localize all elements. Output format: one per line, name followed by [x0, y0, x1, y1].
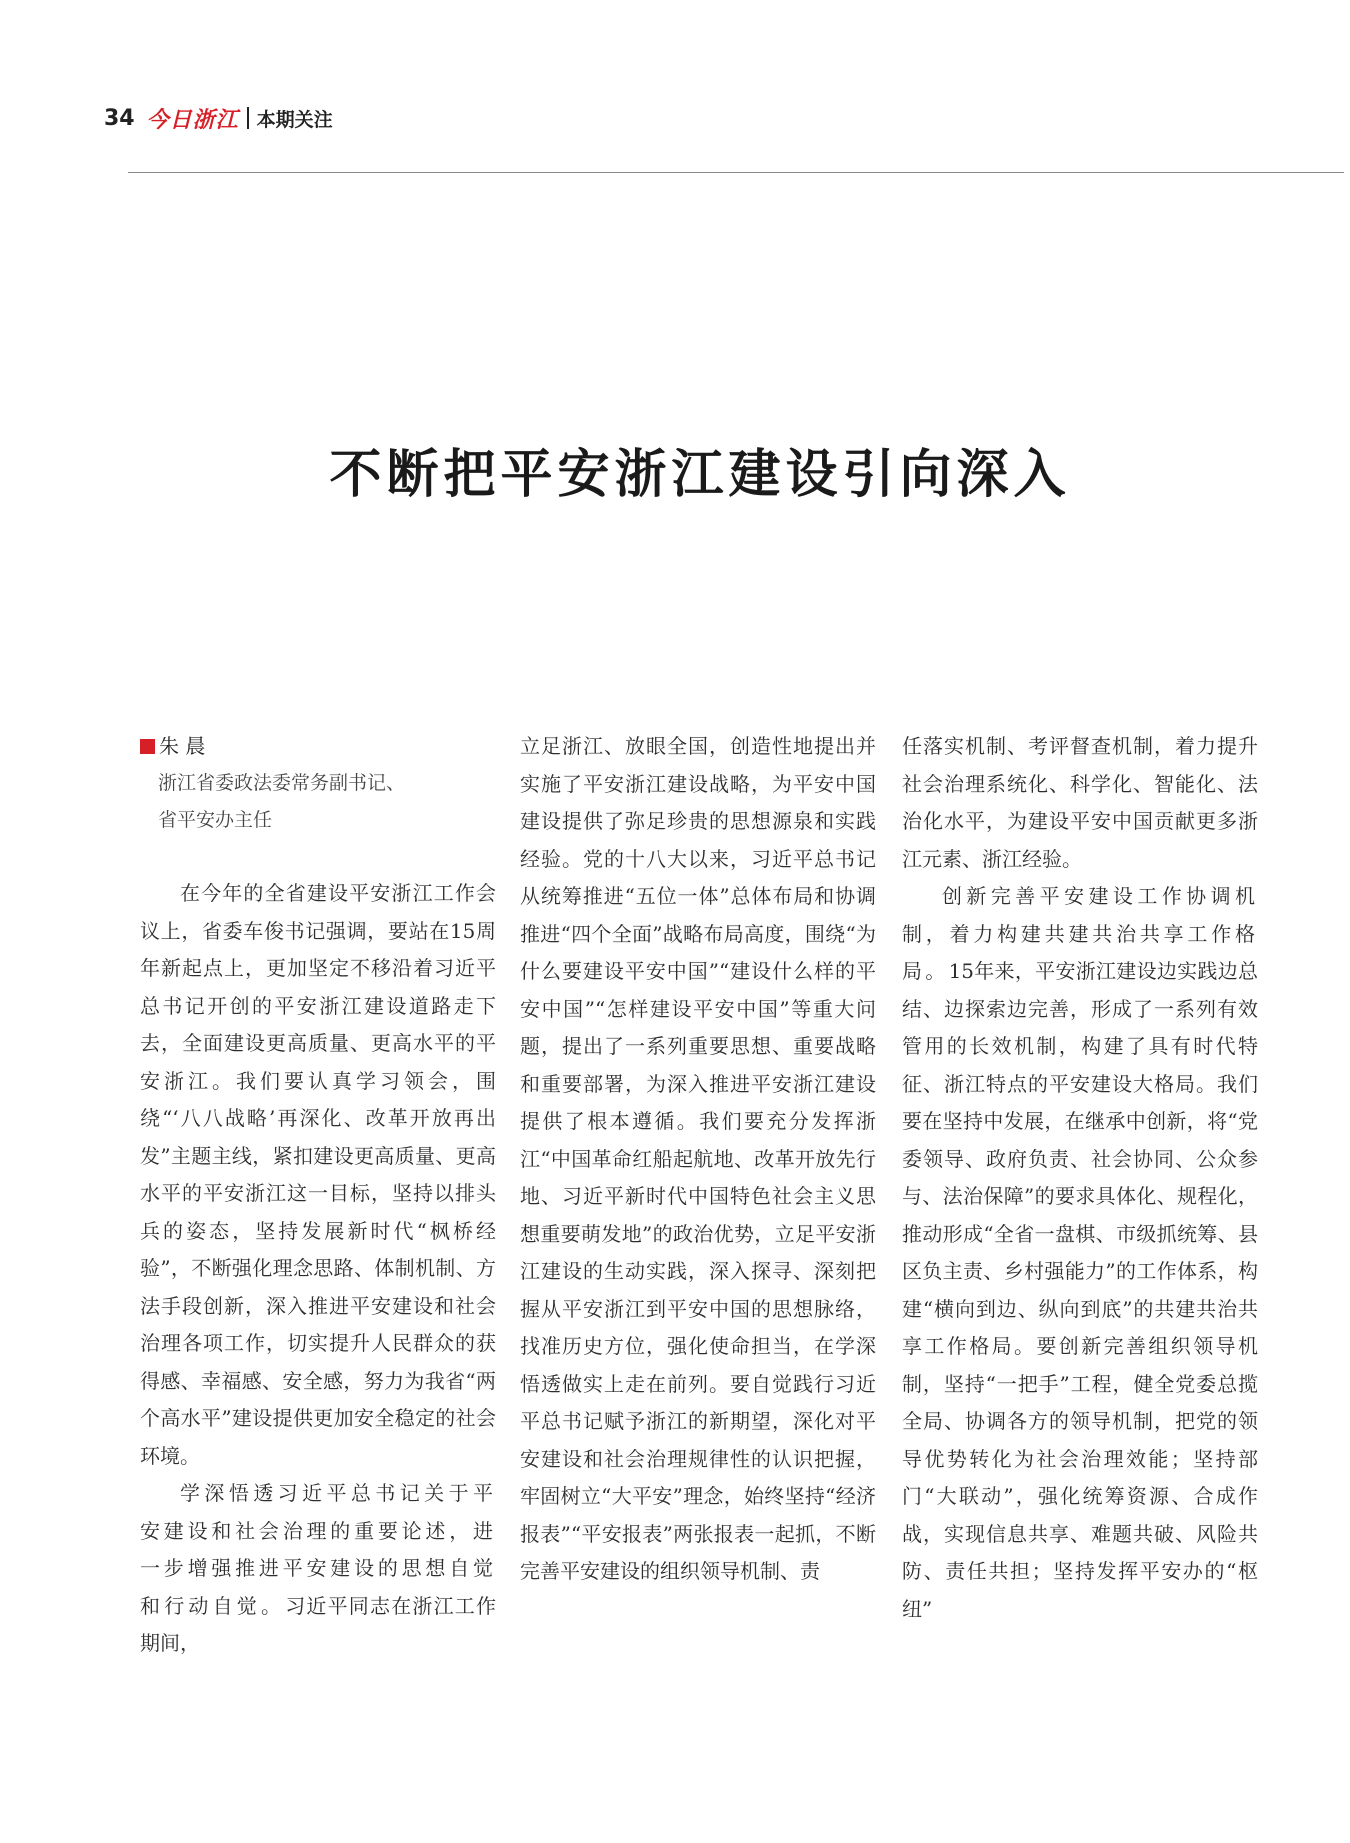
header-rule	[128, 172, 1344, 173]
page-header	[104, 100, 333, 136]
body-text-continued: 15年来，平安浙江建设边实践边总结、边探索边完善，形成了一系列有效管用的长效机制，构建了具有时代特征、浙江特点的平安建设大格局。我们要在坚持中发展，在继承中创新，将“党委领导、政府负责、社会协同、公众参与、法治保障”的要求具体化、规程化，推动形成“全省一盘棋、市级抓统筹、县区负主责、乡村强能力”的工作体系，构建“横向到边、纵向到底”的共建共治共享工作格局。要创新完善组织领导机制，坚持“一把手”工程，健全党委总揽全局、协调各方的领导机制，把党的领导优势转化为社会治理效能；坚持部门“大联动”，强化统筹资源、合成作战，实现信息共享、难题共破、风险共防、责任共担；坚持发挥平安办的“枢纽”	[902, 959, 1259, 1621]
text-column-2	[520, 728, 876, 1591]
section-name: 本期关注	[256, 108, 333, 131]
section-lead-text: 学深悟透习近平总书记关于平安建设和社会治理的重要论述，进一步增强推进平安建设的思想自觉和行动自觉。	[140, 1481, 496, 1618]
author-position-line: 省平安办主任	[158, 809, 273, 831]
section-lead-block	[902, 878, 1258, 1628]
body-paragraph: 任落实机制、考评督查机制，着力提升社会治理系统化、科学化、智能化、法治化水平，为建设平安中国贡献更多浙江元素、浙江经验。	[902, 734, 1258, 871]
body-paragraph: 立足浙江、放眼全国，创造性地提出并实施了平安浙江建设战略，为平安中国建设提供了弥足珍贵的思想源泉和实践经验。党的十八大以来，习近平总书记从统筹推进“五位一体”总体布局和协调推进“四个全面”战略布局高度，围绕“为什么要建设平安中国”“建设什么样的平安中国”“怎样建设平安中国”等重大问题，提出了一系列重要思想、重要战略和重要部署，为深入推进平安浙江建设提供了根本遵循。我们要充分发挥浙江“中国革命红船起航地、改革开放先行地、习近平新时代中国特色社会主义思想重要萌发地”的政治优势，立足平安浙江建设的生动实践，深入探寻、深刻把握从平安浙江到平安中国的思想脉络，找准历史方位，强化使命担当，在学深悟透做实上走在前列。要自觉践行习近平总书记赋予浙江的新期望，深化对平安建设和社会治理规律性的认识把握，牢固树立“大平安”理念，始终坚持“经济报表”“平安报表”两张报表一起抓，不断完善平安建设的组织领导机制、责	[520, 734, 876, 1583]
text-column-1	[140, 728, 496, 1663]
page-number: 34	[104, 105, 135, 131]
body-paragraph: 在今年的全省建设平安浙江工作会议上，省委车俊书记强调，要站在15周年新起点上，更加坚定不移沿着习近平总书记开创的平安浙江建设道路走下去，全面建设更高质量、更高水平的平安浙江。我们要认真学习领会，围绕“‘八八战略’再深化、改革开放再出发”主题主线，紧扣建设更高质量、更高水平的平安浙江这一目标，坚持以排头兵的姿态，坚持发展新时代“枫桥经验”，不断强化理念思路、体制机制、方法手段创新，深入推进平安建设和社会治理各项工作，切实提升人民群众的获得感、幸福感、安全感，努力为我省“两个高水平”建设提供更加安全稳定的社会环境。	[140, 881, 496, 1468]
author-position	[140, 765, 496, 839]
text-column-3	[902, 728, 1258, 1628]
body-text-continued: 习近平同志在浙江工作期间，	[140, 1593, 497, 1655]
author-position-line: 浙江省委政法委常务副书记、	[158, 772, 406, 794]
red-square-marker-icon	[140, 739, 155, 754]
header-separator	[247, 107, 249, 129]
author-name: 朱 晨	[159, 734, 206, 758]
section-lead-text: 创新完善平安建设工作协调机制，着力构建共建共治共享工作格局。	[902, 884, 1258, 983]
section-lead-block	[140, 1475, 496, 1663]
author-byline	[140, 728, 496, 765]
magazine-logo: 今日浙江	[146, 106, 239, 133]
article-title: 不断把平安浙江建设引向深入	[329, 444, 1071, 505]
